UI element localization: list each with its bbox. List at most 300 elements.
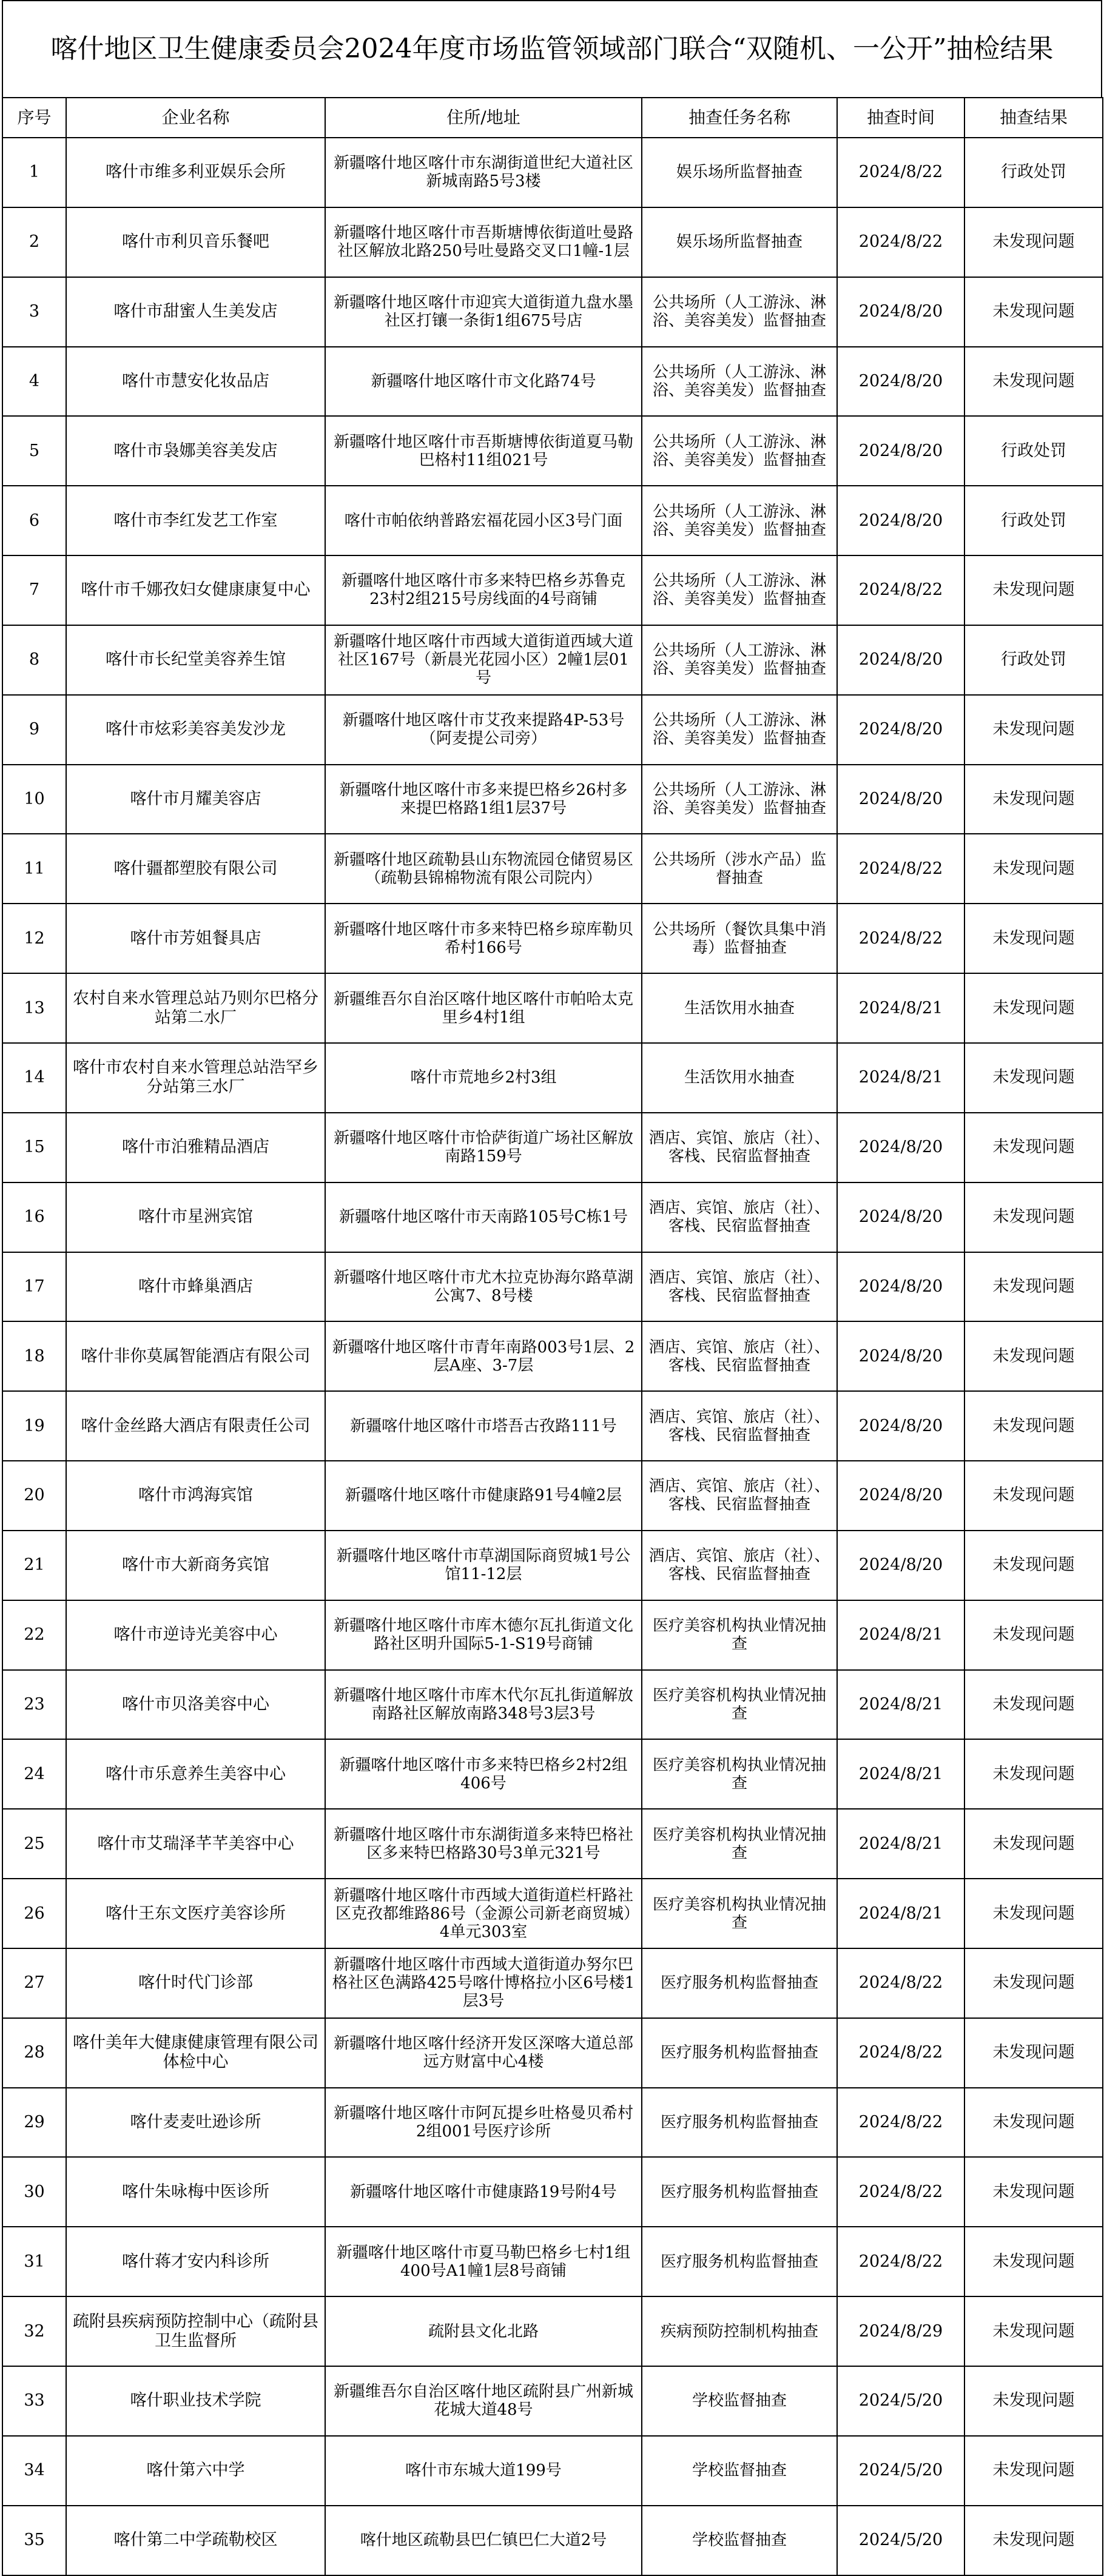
inspection-date [837,1809,964,1879]
company-name-text: 喀什金丝路大酒店有限责任公司 [81,1416,311,1435]
inspection-result-text: 未发现问题 [992,1625,1075,1645]
row-number [2,1391,66,1461]
company-name [66,2366,325,2436]
address-text: 新疆喀什地区喀什市库木代尔瓦扎街道解放南路社区解放南路348号3层3号 [333,1686,633,1723]
table-row [2,904,1103,973]
row-number-text: 30 [24,2182,45,2201]
inspection-date-text: 2024/8/21 [858,998,943,1018]
inspection-date [837,486,964,555]
task-name-text: 公共场所（餐饮具集中消毒）监督抽查 [652,920,826,957]
company-name [66,2296,325,2366]
company-name-text: 喀什市鸿海宾馆 [138,1486,253,1505]
row-number-text: 8 [29,650,40,669]
task-name-text: 医疗服务机构监督抽查 [660,2113,818,2132]
company-name-text: 喀什市艾瑞泽芊芊美容中心 [97,1834,294,1853]
task-name-text: 公共场所（人工游泳、淋浴、美容美发）监督抽查 [652,293,826,330]
inspection-result-text: 未发现问题 [992,1346,1075,1366]
inspection-date-text: 2024/8/20 [858,1207,943,1227]
company-name [66,2227,325,2296]
inspection-result-text: 未发现问题 [992,580,1075,600]
address [325,1391,642,1461]
table-row [2,1252,1103,1322]
address-text: 新疆喀什地区喀什市夏马勒巴格乡七村1组400号A1幢1层8号商铺 [336,2243,631,2280]
address-text: 新疆喀什地区喀什市艾孜来提路4P-53号（阿麦提公司旁） [342,711,625,748]
inspection-result [964,973,1103,1043]
table-row [2,2436,1103,2506]
inspection-date-text: 2024/8/21 [858,1834,943,1853]
inspection-result [964,1252,1103,1322]
task-name-text: 公共场所（人工游泳、淋浴、美容美发）监督抽查 [652,432,826,469]
header-company-name: 企业名称 [66,98,325,138]
inspection-result [964,1182,1103,1252]
inspection-date-text: 2024/8/22 [858,2182,943,2201]
company-name-text: 喀什市泊雅精品酒店 [122,1138,269,1157]
task-name [642,834,837,904]
inspection-date [837,834,964,904]
inspection-result [964,2227,1103,2296]
table-row [2,347,1103,417]
task-name [642,1531,837,1600]
address-text: 新疆喀什地区喀什市塔吾古孜路111号 [350,1417,617,1435]
inspection-result-text: 未发现问题 [992,2531,1075,2550]
row-number-text: 5 [29,441,40,460]
address-text: 新疆喀什地区喀什市吾斯塘博依街道吐曼路社区解放北路250号吐曼路交叉口1幢-1层 [333,224,633,261]
row-number [2,1739,66,1809]
inspection-date-text: 2024/8/22 [858,928,943,948]
row-number [2,834,66,904]
row-number [2,138,66,207]
inspection-date [837,904,964,973]
inspection-result-text: 未发现问题 [992,1694,1075,1714]
inspection-result-text: 未发现问题 [992,1834,1075,1853]
company-name [66,1043,325,1113]
inspection-date-text: 2024/8/29 [858,2321,943,2341]
table-row [2,625,1103,695]
row-number-text: 19 [24,1416,45,1435]
company-name-text: 喀什市蜂巢酒店 [138,1276,253,1296]
row-number [2,555,66,625]
inspection-date [837,1391,964,1461]
company-name-text: 喀什王东文医疗美容诊所 [106,1903,286,1923]
table-row [2,1948,1103,2018]
inspection-result [964,2296,1103,2366]
row-number [2,416,66,486]
row-number [2,1879,66,1948]
address [325,765,642,834]
inspection-date-text: 2024/8/21 [858,1764,943,1783]
row-number [2,973,66,1043]
inspection-date [837,2227,964,2296]
table-row [2,2088,1103,2158]
inspection-date [837,1461,964,1531]
table-row [2,1739,1103,1809]
row-number [2,2227,66,2296]
row-number [2,2018,66,2088]
company-name [66,2157,325,2227]
inspection-result-text: 行政处罚 [1001,650,1066,669]
inspection-date-text: 2024/8/20 [858,511,943,530]
address [325,904,642,973]
task-name [642,1948,837,2018]
table-row [2,416,1103,486]
row-number-text: 25 [24,1834,45,1853]
address-text: 新疆喀什地区喀什市西域大道街道栏杆路社区克孜都维路86号（金源公司新老商贸城）4单元303室 [333,1886,633,1941]
company-name-text: 喀什市芳姐餐具店 [130,928,261,948]
row-number-text: 13 [24,998,45,1018]
task-name [642,2296,837,2366]
row-number-text: 22 [24,1625,45,1645]
address [325,1113,642,1182]
row-number-text: 15 [24,1138,45,1157]
row-number-text: 18 [24,1346,45,1366]
address [325,207,642,277]
inspection-date-text: 2024/5/20 [858,2391,943,2410]
address [325,834,642,904]
company-name [66,1670,325,1740]
address [325,1531,642,1600]
task-name-text: 医疗美容机构执业情况抽查 [652,1756,826,1793]
inspection-date-text: 2024/8/20 [858,790,943,809]
row-number-text: 7 [29,580,40,600]
inspection-date-text: 2024/8/21 [858,1068,943,1087]
task-name [642,2088,837,2158]
row-number-text: 33 [24,2391,45,2410]
task-name [642,138,837,207]
address-text: 新疆喀什地区喀什市青年南路003号1层、2层A座、3-7层 [332,1338,635,1375]
company-name [66,695,325,765]
table-row [2,2296,1103,2366]
inspection-result [964,1948,1103,2018]
inspection-date [837,1948,964,2018]
address-text: 新疆喀什地区喀什市恰萨街道广场社区解放南路159号 [333,1129,633,1166]
row-number [2,695,66,765]
inspection-date-text: 2024/8/22 [858,2043,943,2062]
inspection-date-text: 2024/8/20 [858,650,943,669]
task-name-text: 医疗美容机构执业情况抽查 [652,1825,826,1862]
address [325,1879,642,1948]
inspection-date [837,347,964,417]
inspection-result-text: 未发现问题 [992,998,1075,1018]
task-name-text: 公共场所（人工游泳、淋浴、美容美发）监督抽查 [652,363,826,400]
address [325,2436,642,2506]
task-name-text: 生活饮用水抽查 [684,999,795,1018]
address [325,347,642,417]
row-number [2,2296,66,2366]
inspection-result-text: 未发现问题 [992,1903,1075,1923]
inspection-date [837,765,964,834]
inspection-date [837,2157,964,2227]
address [325,2227,642,2296]
company-name-text: 喀什市月耀美容店 [130,790,261,809]
row-number [2,1113,66,1182]
address-text: 新疆喀什地区喀什市吾斯塘博依街道夏马勒巴格村11组021号 [333,432,633,469]
address [325,1948,642,2018]
row-number [2,277,66,347]
inspection-result [964,1391,1103,1461]
header-inspection-date: 抽查时间 [837,98,964,138]
company-name [66,138,325,207]
inspection-result-text: 未发现问题 [992,232,1075,252]
inspection-date [837,207,964,277]
inspection-result-text: 未发现问题 [992,1276,1075,1296]
inspection-date [837,2366,964,2436]
company-name-text: 喀什市农村自来水管理总站浩罕乡分站第三水厂 [73,1058,318,1097]
inspection-date [837,416,964,486]
address [325,486,642,555]
inspection-date [837,1600,964,1670]
inspection-result-text: 未发现问题 [992,1068,1075,1087]
row-number [2,2157,66,2227]
inspection-result-text: 未发现问题 [992,1764,1075,1783]
company-name-text: 喀什第六中学 [146,2461,245,2480]
task-name-text: 学校监督抽查 [692,2392,787,2410]
inspection-result-text: 未发现问题 [992,2182,1075,2201]
inspection-result [964,2506,1103,2575]
company-name-text: 喀什蒋才安内科诊所 [122,2252,269,2271]
table-row [2,1182,1103,1252]
address [325,416,642,486]
inspection-date-text: 2024/8/22 [858,2252,943,2271]
table-row [2,277,1103,347]
task-name-text: 公共场所（人工游泳、淋浴、美容美发）监督抽查 [652,572,826,609]
task-name-text: 公共场所（人工游泳、淋浴、美容美发）监督抽查 [652,502,826,539]
inspection-result [964,625,1103,695]
inspection-date [837,1043,964,1113]
task-name-text: 酒店、宾馆、旅店（社）、客栈、民宿监督抽查 [648,1477,830,1514]
task-name-text: 医疗服务机构监督抽查 [660,2182,818,2201]
address [325,1043,642,1113]
company-name-text: 农村自来水管理总站乃则尔巴格分站第二水厂 [73,988,318,1027]
table-body [2,138,1103,2575]
header-address: 住所/地址 [325,98,642,138]
inspection-result-text: 未发现问题 [992,2321,1075,2341]
address-text: 新疆喀什地区喀什市多来提巴格乡26村多来提巴格路1组1层37号 [339,781,628,818]
inspection-result [964,416,1103,486]
task-name [642,1600,837,1670]
address-text: 新疆喀什地区喀什市西域大道街道西域大道社区167号（新晨光花园小区）2幢1层01号 [333,632,633,688]
inspection-result [964,2088,1103,2158]
inspection-date-text: 2024/5/20 [858,2461,943,2480]
inspection-date-text: 2024/8/21 [858,1625,943,1645]
company-name [66,1600,325,1670]
company-name [66,1321,325,1391]
inspection-date [837,1670,964,1740]
inspection-result [964,1809,1103,1879]
task-name-text: 酒店、宾馆、旅店（社）、客栈、民宿监督抽查 [648,1199,830,1236]
company-name [66,2436,325,2506]
inspection-result-text: 未发现问题 [992,371,1075,391]
results-table [2,97,1103,2576]
company-name-text: 喀什朱咏梅中医诊所 [122,2182,269,2201]
address [325,695,642,765]
inspection-result-text: 未发现问题 [992,859,1075,878]
inspection-date-text: 2024/8/22 [858,2113,943,2132]
inspection-result [964,1739,1103,1809]
task-name [642,2018,837,2088]
inspection-result [964,1321,1103,1391]
task-name-text: 酒店、宾馆、旅店（社）、客栈、民宿监督抽查 [648,1407,830,1444]
company-name-text: 喀什市逆诗光美容中心 [113,1625,278,1645]
inspection-result-text: 未发现问题 [992,2043,1075,2062]
inspection-date-text: 2024/8/22 [858,232,943,252]
company-name-text: 喀什市袅娜美容美发店 [113,441,278,460]
company-name-text: 喀什麦麦吐逊诊所 [130,2113,261,2132]
table-row [2,486,1103,555]
company-name [66,1531,325,1600]
row-number-text: 4 [29,371,40,391]
task-name [642,2436,837,2506]
document-title: 喀什地区卫生健康委员会2024年度市场监管领域部门联合“双随机、一公开”抽检结果 [2,0,1102,97]
address-text: 新疆喀什地区喀什市西域大道街道办努尔巴格社区色满路425号喀什博格拉小区6号楼1层3号 [332,1956,635,2011]
inspection-date-text: 2024/8/20 [858,302,943,321]
inspection-date [837,2296,964,2366]
task-name [642,1739,837,1809]
inspection-date [837,1739,964,1809]
task-name-text: 公共场所（涉水产品）监督抽查 [652,850,826,887]
inspection-result [964,1113,1103,1182]
row-number [2,1461,66,1531]
task-name-text: 酒店、宾馆、旅店（社）、客栈、民宿监督抽查 [648,1129,830,1166]
row-number [2,1321,66,1391]
company-name [66,1113,325,1182]
inspection-date-text: 2024/8/22 [858,859,943,878]
inspection-date [837,625,964,695]
row-number [2,2506,66,2575]
inspection-result-text: 未发现问题 [992,302,1075,321]
header-result: 抽查结果 [964,98,1103,138]
task-name [642,1321,837,1391]
task-name-text: 娱乐场所监督抽查 [676,163,803,182]
company-name [66,1182,325,1252]
inspection-date [837,1113,964,1182]
company-name-text: 喀什市炫彩美容美发沙龙 [106,720,286,739]
row-number [2,1531,66,1600]
company-name-text: 喀什时代门诊部 [138,1973,253,1993]
table-row [2,2157,1103,2227]
row-number-text: 29 [24,2113,45,2132]
company-name [66,973,325,1043]
company-name [66,1948,325,2018]
inspection-date [837,2436,964,2506]
company-name-text: 喀什市长纪堂美容养生馆 [106,650,286,669]
inspection-date-text: 2024/8/21 [858,1903,943,1923]
task-name [642,904,837,973]
row-number-text: 28 [24,2043,45,2062]
address-text: 新疆喀什地区喀什市健康路91号4幢2层 [345,1486,622,1505]
company-name-text: 喀什非你莫属智能酒店有限公司 [81,1346,311,1366]
row-number-text: 23 [24,1694,45,1714]
address-text: 喀什市东城大道199号 [405,2461,562,2480]
inspection-result [964,765,1103,834]
address [325,2366,642,2436]
inspection-date [837,1252,964,1322]
task-name-text: 公共场所（人工游泳、淋浴、美容美发）监督抽查 [652,642,826,679]
company-name-text: 喀什市大新商务宾馆 [122,1555,269,1575]
table-row [2,765,1103,834]
address-text: 新疆喀什地区喀什市迎宾大道街道九盘水墨社区打镶一条街1组675号店 [333,293,633,330]
inspection-date-text: 2024/8/21 [858,1694,943,1714]
inspection-result-text: 未发现问题 [992,790,1075,809]
company-name [66,486,325,555]
table-row [2,973,1103,1043]
company-name [66,1391,325,1461]
inspection-date-text: 2024/8/22 [858,580,943,600]
row-number-text: 1 [29,163,40,182]
table-row [2,1879,1103,1948]
inspection-date-text: 2024/8/20 [858,371,943,391]
task-name [642,1043,837,1113]
row-number [2,904,66,973]
inspection-result [964,1879,1103,1948]
company-name [66,347,325,417]
address [325,138,642,207]
task-name [642,555,837,625]
address-text: 新疆喀什地区喀什市多来特巴格乡2村2组406号 [339,1756,628,1793]
inspection-result [964,347,1103,417]
inspection-result-text: 未发现问题 [992,928,1075,948]
inspection-date-text: 2024/8/20 [858,720,943,739]
company-name-text: 疏附县疾病预防控制中心（疏附县卫生监督所 [73,2312,318,2350]
row-number-text: 20 [24,1486,45,1505]
address-text: 新疆喀什地区喀什市天南路105号C栋1号 [338,1208,628,1227]
row-number-text: 3 [29,302,40,321]
table-row [2,555,1103,625]
table-row [2,1670,1103,1740]
task-name-text: 学校监督抽查 [692,2531,787,2550]
table-row [2,1461,1103,1531]
inspection-result [964,1043,1103,1113]
row-number-text: 34 [24,2461,45,2480]
row-number [2,347,66,417]
task-name-text: 酒店、宾馆、旅店（社）、客栈、民宿监督抽查 [648,1547,830,1584]
row-number [2,1670,66,1740]
company-name-text: 喀什市乐意养生美容中心 [106,1764,286,1783]
address [325,1739,642,1809]
row-number [2,625,66,695]
table-row [2,1043,1103,1113]
row-number [2,1948,66,2018]
row-number [2,1809,66,1879]
row-number-text: 17 [24,1276,45,1296]
company-name [66,277,325,347]
row-number [2,1182,66,1252]
company-name-text: 喀什市利贝音乐餐吧 [122,232,269,252]
task-name [642,973,837,1043]
company-name-text: 喀什市千娜孜妇女健康康复中心 [81,580,311,600]
task-name [642,765,837,834]
table-row [2,2506,1103,2575]
address-text: 新疆喀什地区喀什市多来特巴格乡琼库勒贝希村166号 [333,920,633,957]
inspection-date [837,277,964,347]
table-header-row [2,98,1103,138]
task-name [642,2227,837,2296]
address [325,1321,642,1391]
inspection-result [964,2436,1103,2506]
address [325,1461,642,1531]
company-name-text: 喀什市维多利亚娱乐会所 [106,163,286,182]
inspection-date-text: 2024/8/20 [858,441,943,460]
inspection-date [837,1182,964,1252]
inspection-date [837,1531,964,1600]
company-name-text: 喀什美年大健康健康管理有限公司体检中心 [73,2033,318,2072]
row-number-text: 14 [24,1068,45,1087]
inspection-result-text: 未发现问题 [992,1138,1075,1157]
company-name [66,1252,325,1322]
table-row [2,138,1103,207]
company-name-text: 喀什市李红发艺工作室 [113,511,278,530]
address [325,2088,642,2158]
task-name-text: 医疗服务机构监督抽查 [660,2252,818,2271]
